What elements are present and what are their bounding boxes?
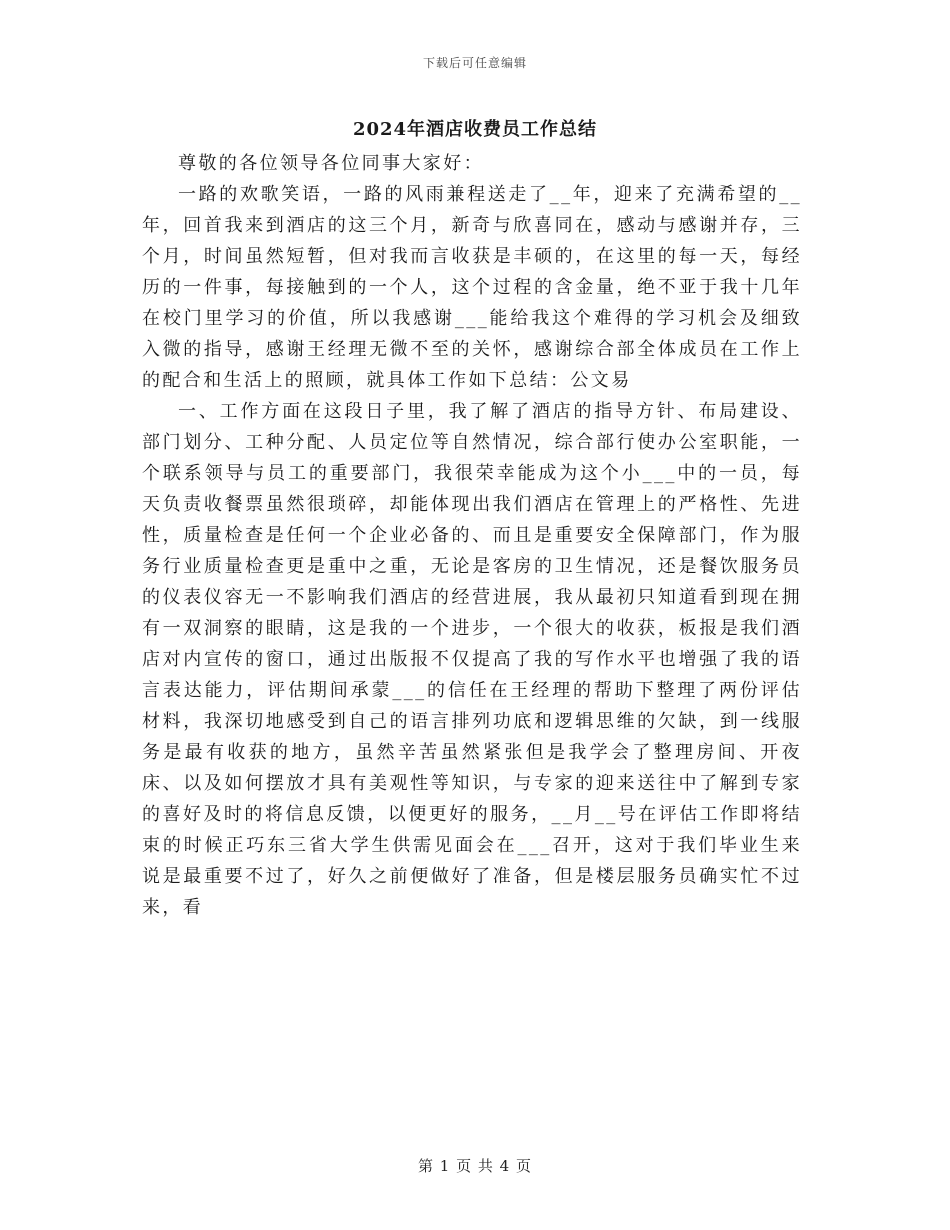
work-section-paragraph: 一、工作方面在这段日子里，我了解了酒店的指导方针、布局建设、部门划分、工种分配、人员定位等自然情况，综合部行使办公室职能，一个联系领导与员工的重要部门，我很荣幸能成为这个小___中的一员，每天负责收餐票虽然很琐碎，却能体现出我们酒店在管理上的严格性、先进性，质量检查是任何一个企业必备的、而且是重要安全保障部门，作为服务行业质量检查更是重中之重，无论是客房的卫生情况，还是餐饮服务员的仪表仪容无一不影响我们酒店的经营进展，我从最初只知道看到现在拥有一双洞察的眼睛，这是我的一个进步，一个很大的收获，板报是我们酒店对内宣传的窗口，通过出版报不仅提高了我的写作水平也增强了我的语言表达能力，评估期间承蒙___的信任在王经理的帮助下整理了两份评估材料，我深切地感受到自己的语言排列功底和逻辑思维的欠缺，到一线服务是最有收获的地方，虽然辛苦虽然紧张但是我学会了整理房间、开夜床、以及如何摆放才具有美观性等知识，与专家的迎来送往中了解到专家的喜好及时的将信息反馈，以便更好的服务，__月__号在评估工作即将结束的时候正巧东三省大学生供需见面会在___召开，这对于我们毕业生来说是最重要不过了，好久之前便做好了准备，但是楼层服务员确实忙不过来，看 (142, 401, 802, 918)
document-body (142, 148, 802, 923)
header-note: 下载后可任意编辑 (422, 56, 527, 70)
salutation-paragraph: 尊敬的各位领导各位同事大家好： (178, 153, 484, 174)
document-title: 2024年酒店收费员工作总结 (352, 119, 598, 140)
intro-paragraph: 一路的欢歌笑语，一路的风雨兼程送走了__年，迎来了充满希望的__年，回首我来到酒店的这三个月，新奇与欣喜同在，感动与感谢并存，三个月，时间虽然短暂，但对我而言收获是丰硕的，在这里的每一天，每经历的一件事，每接触到的一个人，这个过程的含金量，绝不亚于我十几年在校门里学习的价值，所以我感谢___能给我这个难得的学习机会及细致入微的指导，感谢王经理无微不至的关怀，感谢综合部全体成员在工作上的配合和生活上的照顾，就具体工作如下总结：公文易 (142, 184, 802, 391)
page-indicator: 第 1 页 共 4 页 (418, 1157, 532, 1175)
